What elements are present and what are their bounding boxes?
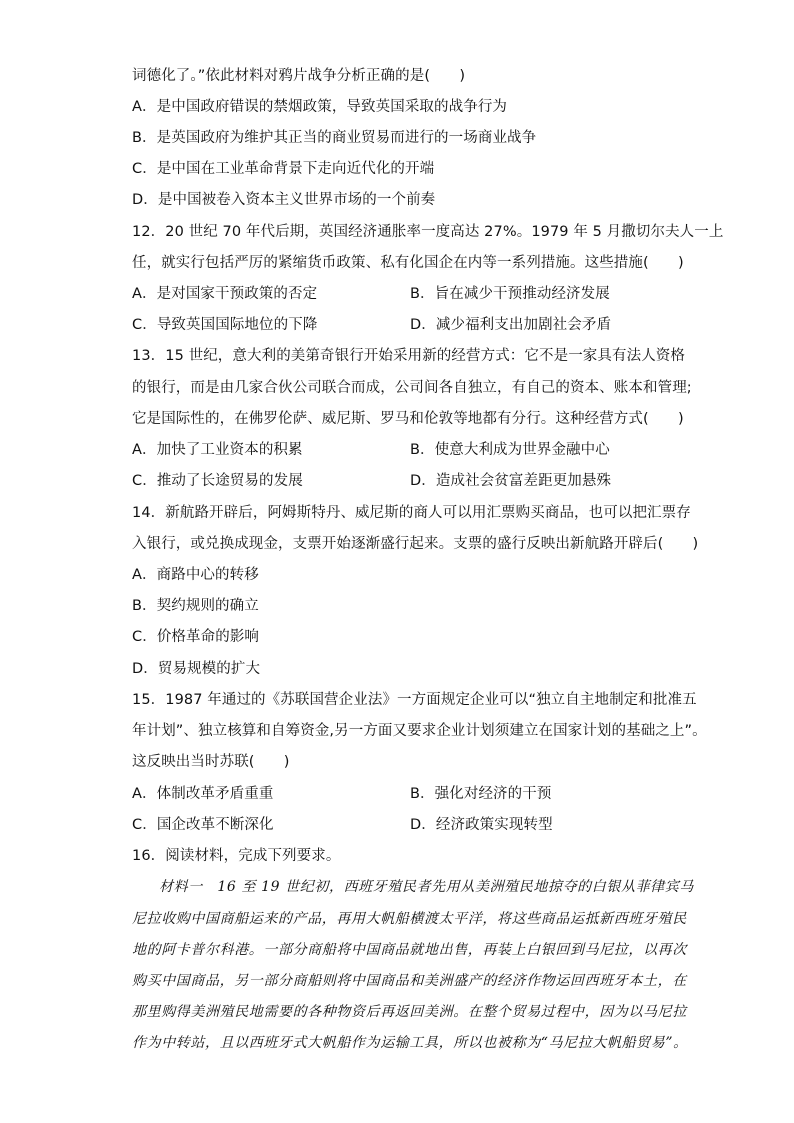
- q15-option-b: B．强化对经济的干预: [410, 786, 552, 802]
- q16-material-line: 购买中国商品，另一部分商船则将中国商品和美洲盛产的经济作物运回西班牙本土，在: [132, 973, 687, 989]
- q12-option-a: A．是对国家干预政策的否定: [132, 286, 318, 302]
- q13-option-c: C．推动了长途贸易的发展: [132, 473, 303, 489]
- q15-stem-line: 这反映出当时苏联( ): [132, 754, 290, 770]
- q12-stem-line: 任，就实行包括严厉的紧缩货币政策、私有化国企在内等一系列措施。这些措施( ): [132, 255, 684, 271]
- q16-material-line: 尼拉收购中国商船运来的产品，再用大帆船横渡太平洋，将这些商品运抵新西班牙殖民: [132, 911, 687, 927]
- q11-option-a: A．是中国政府错误的禁烟政策，导致英国采取的战争行为: [132, 99, 508, 115]
- q13-stem-line: 13．15 世纪，意大利的美第奇银行开始采用新的经营方式：它不是一家具有法人资格: [132, 348, 686, 364]
- q12-option-c: C．导致英国国际地位的下降: [132, 317, 318, 333]
- q15-option-c: C．国企改革不断深化: [132, 817, 274, 833]
- q12-option-b: B．旨在减少干预推动经济发展: [410, 286, 610, 302]
- q13-option-a: A．加快了工业资本的积累: [132, 442, 303, 458]
- q12-option-d: D．减少福利支出加剧社会矛盾: [410, 317, 612, 333]
- q16-material-line: 那里购得美洲殖民地需要的各种物资后再返回美洲。在整个贸易过程中，因为以马尼拉: [132, 1004, 687, 1020]
- q13-option-b: B．使意大利成为世界金融中心: [410, 442, 610, 458]
- q15-option-a: A．体制改革矛盾重重: [132, 786, 274, 802]
- q11-option-c: C．是中国在工业革命背景下走向近代化的开端: [132, 161, 435, 177]
- q16-stem: 16．阅读材料，完成下列要求。: [132, 848, 341, 864]
- q11-option-b: B．是英国政府为维护其正当的商业贸易而进行的一场商业战争: [132, 130, 537, 146]
- q16-material-line: 材料一 16 至 19 世纪初，西班牙殖民者先用从美洲殖民地掠夺的白银从菲律宾马: [159, 879, 694, 895]
- q11-stem: 词德化了。”依此材料对鸦片战争分析正确的是( ): [132, 68, 466, 84]
- q13-stem-line: 的银行，而是由几家合伙公司联合而成，公司间各自独立，有自己的资本、账本和管理;: [132, 380, 692, 396]
- q15-stem-line: 15．1987 年通过的《苏联国营企业法》一方面规定企业可以“独立自主地制定和批准五: [132, 692, 697, 708]
- q15-option-d: D．经济政策实现转型: [410, 817, 553, 833]
- q16-material-line: 作为中转站，且以西班牙式大帆船作为运输工具，所以也被称为“马尼拉大帆船贸易”。: [132, 1035, 688, 1051]
- q11-option-d: D．是中国被卷入资本主义世界市场的一个前奏: [132, 192, 436, 208]
- q14-option-b: B．契约规则的确立: [132, 598, 259, 614]
- q14-stem-line: 14．新航路开辟后，阿姆斯特丹、威尼斯的商人可以用汇票购买商品，也可以把汇票存: [132, 505, 691, 521]
- q15-stem-line: 年计划”、独立核算和自筹资金,另一方面又要求企业计划须建立在国家计划的基础之上”。: [132, 723, 707, 739]
- q14-option-c: C．价格革命的影响: [132, 629, 260, 645]
- q16-material-line: 地的阿卡普尔科港。一部分商船将中国商品就地出售，再装上白银回到马尼拉，以再次: [132, 942, 687, 958]
- q13-option-d: D．造成社会贫富差距更加悬殊: [410, 473, 612, 489]
- q14-stem-line: 入银行，或兑换成现金，支票开始逐渐盛行起来。支票的盛行反映出新航路开辟后( ): [132, 536, 699, 552]
- q13-stem-line: 它是国际性的，在佛罗伦萨、威尼斯、罗马和伦敦等地都有分行。这种经营方式( ): [132, 411, 684, 427]
- q12-stem-line: 12．20 世纪 70 年代后期，英国经济通胀率一度高达 27%。1979 年 5 月撒切尔夫人一上: [132, 224, 724, 240]
- q14-option-a: A．商路中心的转移: [132, 567, 259, 583]
- q14-option-d: D．贸易规模的扩大: [132, 661, 261, 677]
